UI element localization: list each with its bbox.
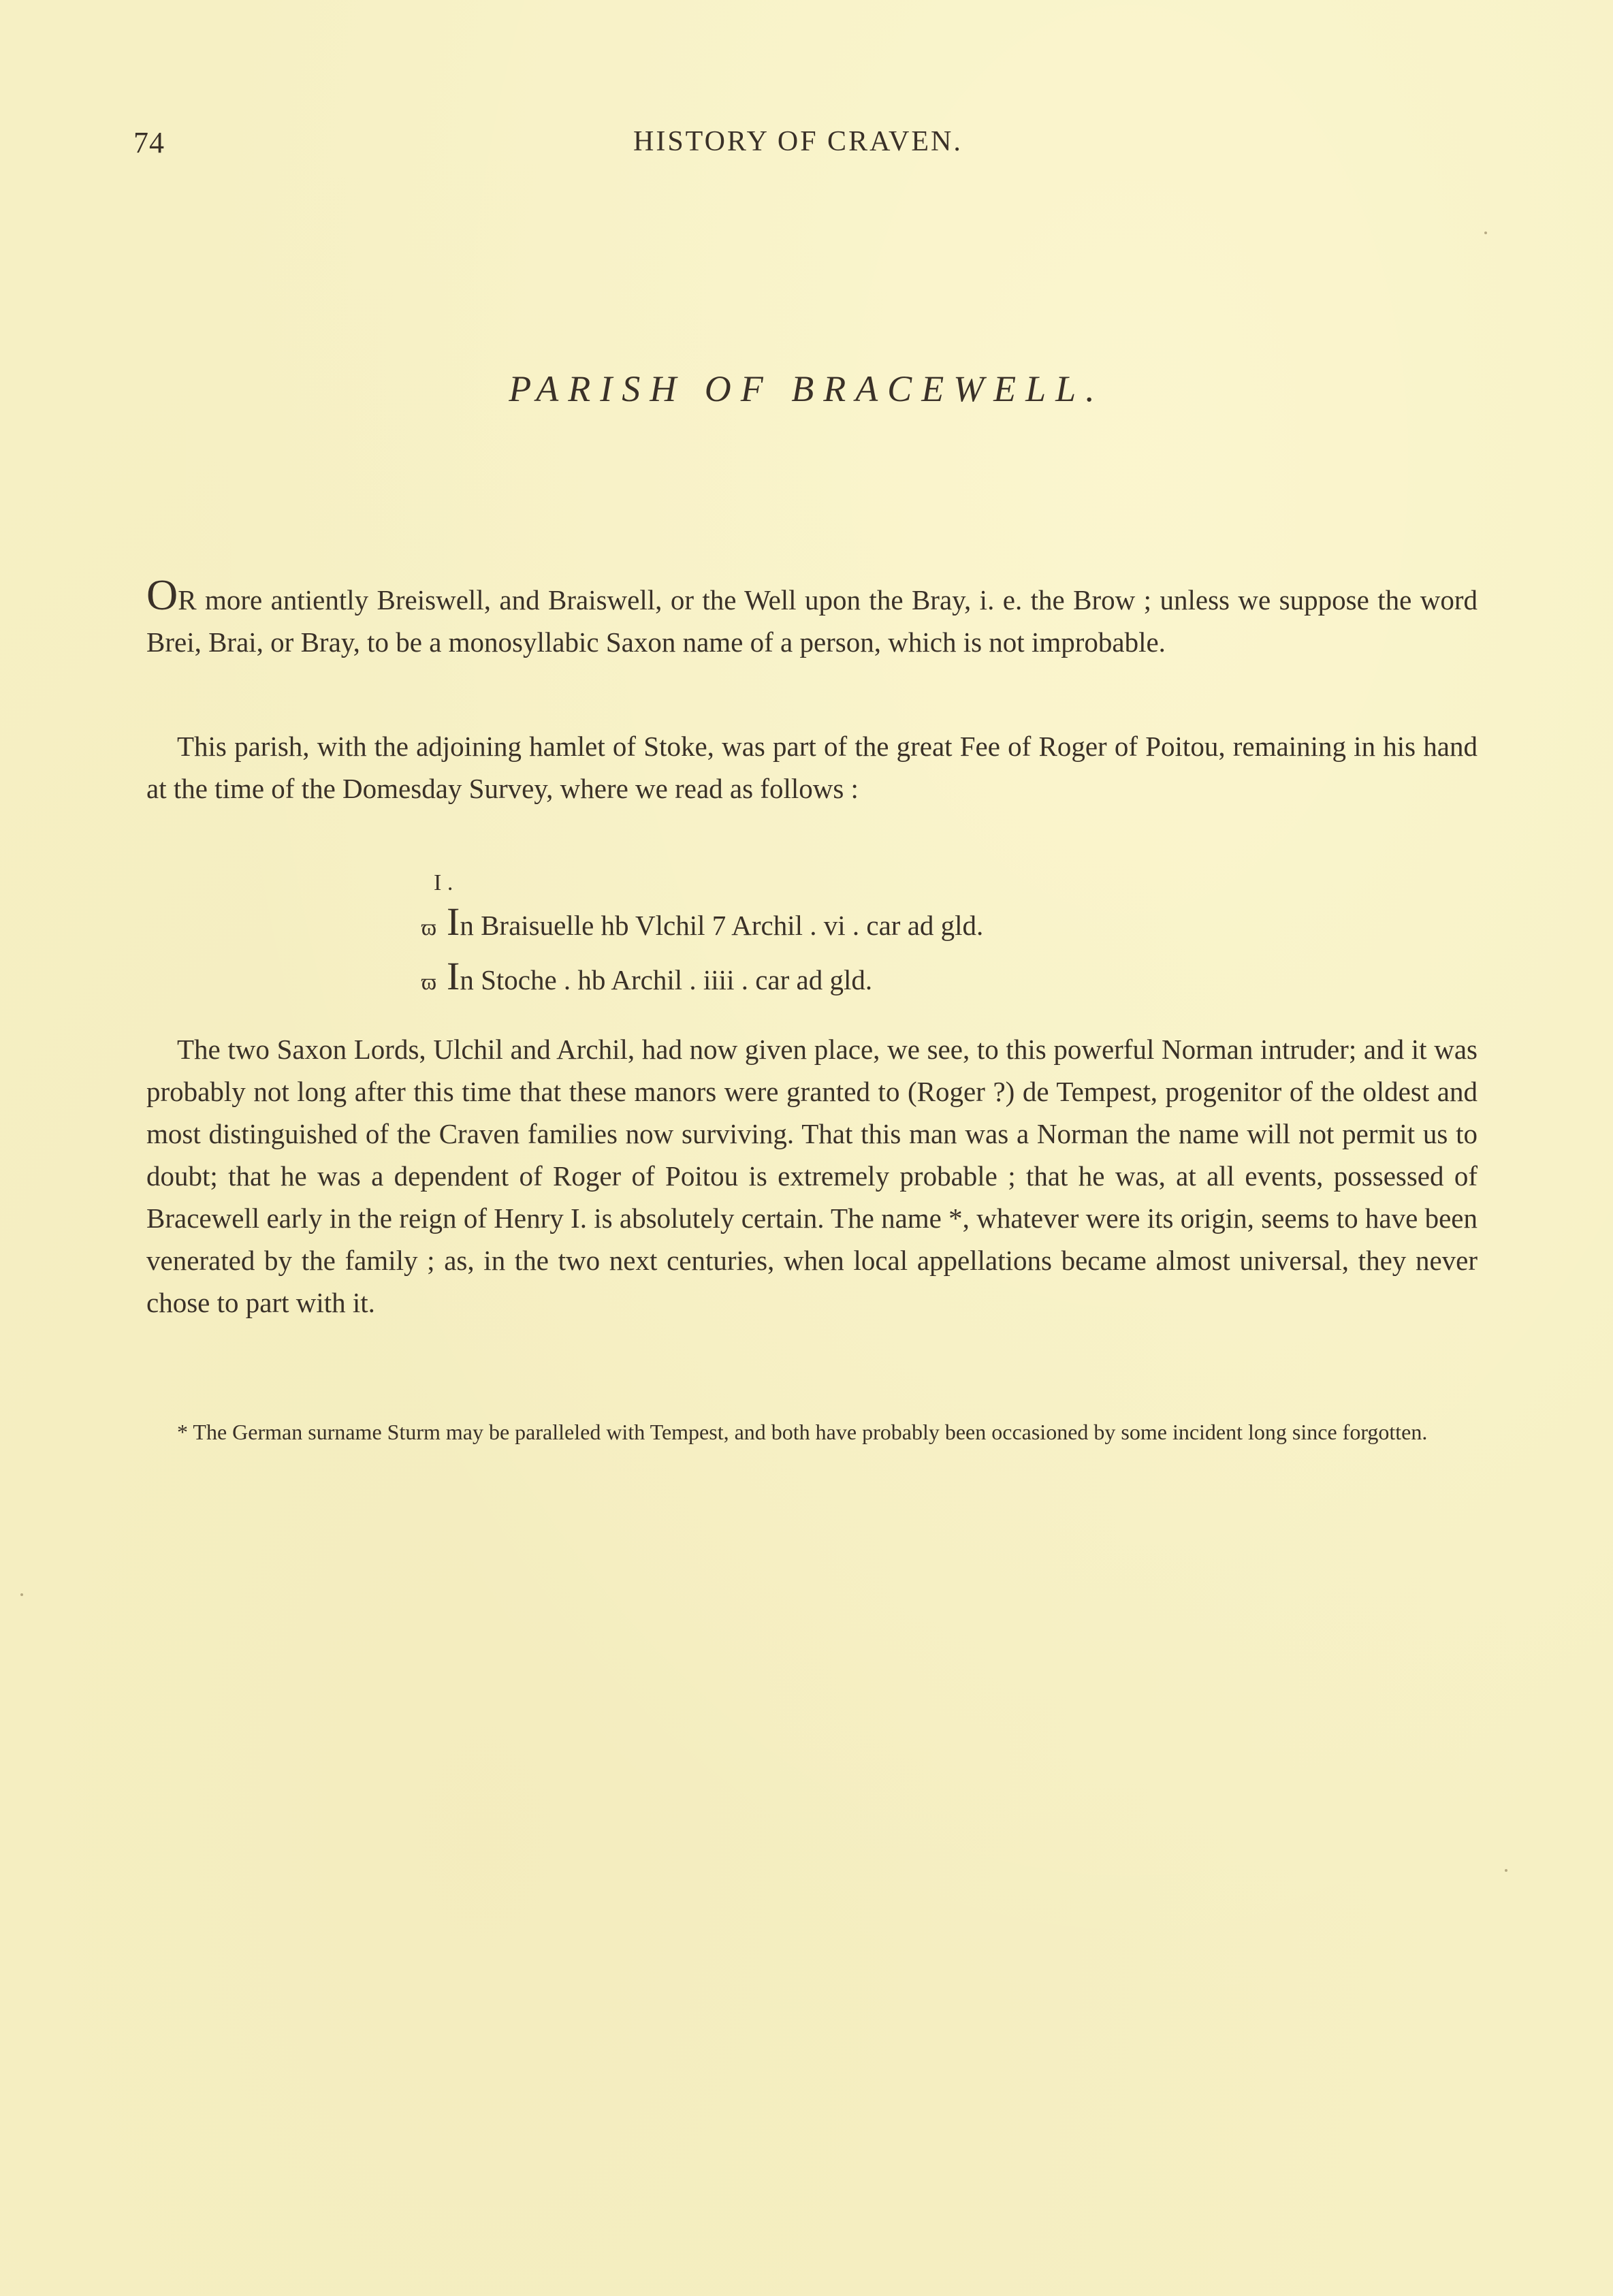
paragraph-1-text: R more antiently Breiswell, and Braiswell, or the Well upon the Bray, i. e. the Brow ; unless we suppose the word Brei, Brai, or Bray, to be a monosyllabic Saxon name of a person, which is not improbable. — [146, 584, 1478, 658]
domesday-initial: I — [447, 899, 460, 944]
section-title: PARISH OF BRACEWELL. — [509, 368, 1104, 409]
footnote: * The German surname Sturm may be paralleled with Tempest, and both have probably been occasioned by some incident long since forgotten. — [177, 1420, 1428, 1444]
domesday-initial: I — [447, 954, 460, 998]
paragraph-1 — [146, 571, 1478, 663]
running-head — [0, 123, 1613, 163]
page-number: 74 — [133, 126, 165, 159]
domesday-entry-stoche — [415, 953, 872, 999]
paragraph-3: The two Saxon Lords, Ulchil and Archil, had now given place, we see, to this powerful Norman intruder; and it was probably not long after this time that these manors were granted to (Roger ?) de Tempest, progenitor of the oldest and most distinguished of the Craven families now surviving. That this man was a Norman the name will not permit us to doubt; that he was a dependent of Roger of Poitou is extremely probable ; that he was, at all events, possessed of Bracewell early in the reign of Henry I. is absolutely certain. The name *, whatever were its origin, seems to have been venerated by the family ; as, in the two next centuries, when local appellations became almost universal, they never chose to part with it. — [146, 1034, 1478, 1318]
manor-mark-icon: ϖ — [421, 915, 437, 940]
domesday-entry-text: n Braisuelle hb Vlchil 7 Archil . vi . car ad gld. — [460, 910, 984, 941]
paper-speck — [1484, 232, 1487, 234]
manor-mark-icon: ϖ — [421, 970, 437, 995]
paper-speck — [20, 1593, 23, 1596]
domesday-entry-braisuelle — [415, 899, 983, 944]
drop-cap: O — [146, 571, 178, 619]
domesday-entry-text: n Stoche . hb Archil . iiii . car ad gld. — [460, 964, 873, 995]
paper-speck — [1505, 1869, 1507, 1872]
domesday-number: I . — [434, 870, 453, 895]
running-title: HISTORY OF CRAVEN. — [633, 126, 963, 157]
paragraph-2: This parish, with the adjoining hamlet of Stoke, was part of the great Fee of Roger of Poitou, remaining in his hand at the time of the Domesday Survey, where we read as follows : — [146, 731, 1478, 804]
